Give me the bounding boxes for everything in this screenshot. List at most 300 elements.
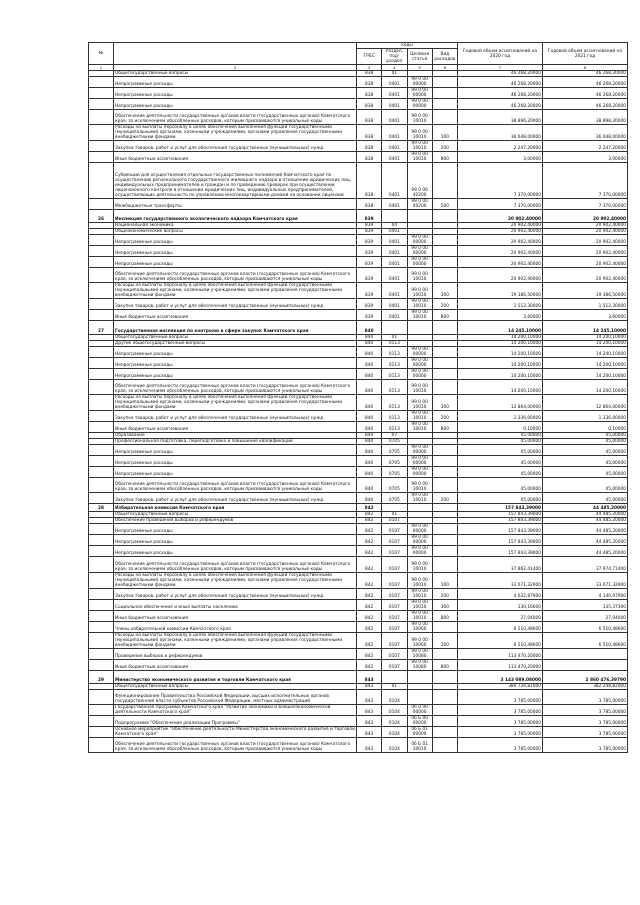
cell-value-2021: 382 248,82000 bbox=[543, 683, 628, 689]
cell-value-2021: 7 370,00000 bbox=[543, 163, 628, 199]
cell-name: Непрограммные расходы bbox=[114, 88, 357, 99]
cell-value-2021: 7 370,00000 bbox=[543, 198, 628, 209]
cell-section: 0113 bbox=[382, 368, 407, 379]
cell-value-2020: 46 268,20000 bbox=[458, 77, 543, 88]
cell-value-2020: 157 843,39000 bbox=[458, 524, 543, 535]
col-num: 3 bbox=[357, 65, 382, 71]
cell-name: Государственная программа Камчатского края "Развитие экономики и внешнеэкономической деятельности Камчатского края" bbox=[114, 705, 357, 716]
cell-name: Закупка товаров, работ и услуг для обеспечения государственных (муниципальных) нужд bbox=[114, 588, 357, 599]
table-row bbox=[89, 588, 628, 599]
cell-section: 0401 bbox=[382, 283, 407, 299]
cell-value-2021: 14 200,10000 bbox=[543, 368, 628, 379]
cell-name: Непрограммные расходы bbox=[114, 99, 357, 110]
table-row bbox=[89, 477, 628, 492]
cell-grbs: 840 bbox=[357, 421, 382, 432]
cell-section: 0705 bbox=[382, 493, 407, 504]
cell-name: Непрограммные расходы bbox=[114, 466, 357, 477]
cell-type bbox=[432, 648, 457, 659]
cell-article: 99 0 00 00000 bbox=[407, 235, 432, 246]
cell-value-2020: 12 864,00000 bbox=[458, 394, 543, 410]
table-row bbox=[89, 283, 628, 299]
cell-name: Общегосударственные вопросы bbox=[114, 512, 357, 518]
table-row bbox=[89, 572, 628, 588]
cell-name: Закупка товаров, работ и услуг для обеспечения государственных (муниципальных) нужд bbox=[114, 410, 357, 421]
cell-no: 26 bbox=[89, 209, 114, 222]
cell-value-2020: 113 470,20000 bbox=[458, 659, 543, 670]
cell-value-2021: 20 902,40000 bbox=[543, 257, 628, 268]
cell-section: 0107 bbox=[382, 588, 407, 599]
cell-article: 99 0 00 00000 bbox=[407, 546, 432, 557]
cell-article: 99 0 00 10010 bbox=[407, 268, 432, 283]
cell-section: 0104 bbox=[382, 705, 407, 716]
cell-value-2021: 3,60000 bbox=[543, 310, 628, 321]
table-row bbox=[89, 110, 628, 125]
cell-value-2021: 1 336,00000 bbox=[543, 410, 628, 421]
cell-no bbox=[89, 198, 114, 209]
cell-type: 100 bbox=[432, 283, 457, 299]
table-row bbox=[89, 546, 628, 557]
cell-value-2021: 45,00000 bbox=[543, 493, 628, 504]
cell-value-2021: 1 512,30000 bbox=[543, 299, 628, 310]
table-row bbox=[89, 357, 628, 368]
cell-name: Общеэкономические вопросы bbox=[114, 229, 357, 235]
cell-section: 0401 bbox=[382, 198, 407, 209]
cell-no bbox=[89, 599, 114, 610]
cell-article: 99 0 00 00000 bbox=[407, 524, 432, 535]
cell-article: 99 0 00 10010 bbox=[407, 421, 432, 432]
cell-type bbox=[432, 368, 457, 379]
cell-type: 800 bbox=[432, 659, 457, 670]
cell-no bbox=[89, 632, 114, 648]
table-row bbox=[89, 379, 628, 394]
cell-value-2021: 20 902,40000 bbox=[543, 235, 628, 246]
cell-value-2021: 46 268,20000 bbox=[543, 77, 628, 88]
cell-section: 0113 bbox=[382, 357, 407, 368]
cell-grbs: 840 bbox=[357, 321, 382, 334]
cell-article: 99 0 00 10060 bbox=[407, 632, 432, 648]
cell-section: 0705 bbox=[382, 466, 407, 477]
table-row bbox=[89, 504, 628, 512]
cell-value-2021: 19 386,50000 bbox=[543, 283, 628, 299]
cell-name: Непрограммные расходы bbox=[114, 546, 357, 557]
cell-value-2021: 45,00000 bbox=[543, 438, 628, 444]
cell-type: 100 bbox=[432, 125, 457, 141]
cell-no bbox=[89, 346, 114, 357]
cell-name: Обеспечение деятельности государственных органов власти (государственных органов) Камчатского края, за исключением обособленных расходов, которым присваиваются уникальные коды bbox=[114, 110, 357, 125]
cell-article: 99 0 00 10010 bbox=[407, 310, 432, 321]
cell-article: 99 0 00 10010 bbox=[407, 610, 432, 621]
cell-value-2020: 46 268,20000 bbox=[458, 88, 543, 99]
cell-name: Закупка товаров, работ и услуг для обеспечения государственных (муниципальных) нужд bbox=[114, 141, 357, 152]
cell-value-2021: 14 200,10000 bbox=[543, 379, 628, 394]
cell-section: 0705 bbox=[382, 438, 407, 444]
table-row bbox=[89, 141, 628, 152]
cell-value-2020: 14 200,10000 bbox=[458, 357, 543, 368]
cell-grbs: 843 bbox=[357, 705, 382, 716]
cell-article: 99 0 00 40200 bbox=[407, 163, 432, 199]
cell-no bbox=[89, 546, 114, 557]
table-row bbox=[89, 394, 628, 410]
cell-value-2021: 3 785,00000 bbox=[543, 705, 628, 716]
cell-article: 99 0 00 10010 bbox=[407, 394, 432, 410]
cell-grbs: 840 bbox=[357, 455, 382, 466]
cell-grbs: 838 bbox=[357, 152, 382, 163]
table-row bbox=[89, 321, 628, 334]
cell-grbs: 839 bbox=[357, 209, 382, 222]
cell-value-2021: 44 485,20000 bbox=[543, 504, 628, 512]
cell-article bbox=[407, 670, 432, 683]
cell-no bbox=[89, 368, 114, 379]
cell-section: 0401 bbox=[382, 152, 407, 163]
cell-value-2020: 0,10000 bbox=[458, 421, 543, 432]
cell-value-2021 bbox=[543, 659, 628, 670]
cell-grbs: 842 bbox=[357, 621, 382, 632]
cell-name: Общегосударственные вопросы bbox=[114, 334, 357, 340]
cell-no bbox=[89, 610, 114, 621]
cell-name: Иные бюджетные ассигнования bbox=[114, 421, 357, 432]
cell-value-2021: 20 902,40000 bbox=[543, 268, 628, 283]
cell-value-2020: 7 370,00000 bbox=[458, 163, 543, 199]
cell-no bbox=[89, 257, 114, 268]
cell-grbs: 839 bbox=[357, 229, 382, 235]
cell-grbs: 838 bbox=[357, 77, 382, 88]
cell-value-2020: 33 671,32900 bbox=[458, 572, 543, 588]
cell-grbs: 839 bbox=[357, 246, 382, 257]
cell-value-2021: 3 785,00000 bbox=[543, 689, 628, 704]
cell-no bbox=[89, 466, 114, 477]
cell-type: 800 bbox=[432, 310, 457, 321]
cell-section: 0401 bbox=[382, 77, 407, 88]
cell-type bbox=[432, 705, 457, 716]
cell-grbs: 842 bbox=[357, 648, 382, 659]
cell-section: 0113 bbox=[382, 379, 407, 394]
cell-article: 99 0 00 10010 bbox=[407, 299, 432, 310]
cell-no bbox=[89, 444, 114, 455]
cell-name: Непрограммные расходы bbox=[114, 246, 357, 257]
cell-section: 0705 bbox=[382, 444, 407, 455]
table-row bbox=[89, 88, 628, 99]
cell-name: Общегосударственные вопросы bbox=[114, 683, 357, 689]
cell-value-2020: 157 843,39000 bbox=[458, 518, 543, 524]
cell-no bbox=[89, 621, 114, 632]
cell-value-2020: 45,00000 bbox=[458, 466, 543, 477]
cell-name: Непрограммные расходы bbox=[114, 346, 357, 357]
cell-grbs: 842 bbox=[357, 518, 382, 524]
cell-value-2020: 6 510,48600 bbox=[458, 621, 543, 632]
cell-grbs: 840 bbox=[357, 444, 382, 455]
cell-article: 99 0 00 00000 bbox=[407, 466, 432, 477]
cell-value-2020: 14 200,10000 bbox=[458, 368, 543, 379]
cell-value-2021: 2 860 476,39790 bbox=[543, 670, 628, 683]
cell-value-2020: 3 785,00000 bbox=[458, 727, 543, 738]
table-row bbox=[89, 670, 628, 683]
cell-grbs: 840 bbox=[357, 357, 382, 368]
cell-section: 0401 bbox=[382, 163, 407, 199]
cell-type: 300 bbox=[432, 599, 457, 610]
cell-article: 99 0 00 00000 bbox=[407, 257, 432, 268]
cell-grbs: 843 bbox=[357, 716, 382, 727]
cell-value-2021: 46 268,20000 bbox=[543, 88, 628, 99]
cell-no bbox=[89, 283, 114, 299]
cell-grbs: 843 bbox=[357, 683, 382, 689]
cell-name: Закупка товаров, работ и услуг для обеспечения государственных (муниципальных) нужд bbox=[114, 493, 357, 504]
table-row bbox=[89, 209, 628, 222]
cell-article: 99 0 00 40200 bbox=[407, 198, 432, 209]
header-no: № bbox=[89, 43, 114, 65]
cell-value-2020: 3 785,00000 bbox=[458, 689, 543, 704]
cell-grbs: 838 bbox=[357, 163, 382, 199]
cell-article: 99 0 00 10010 bbox=[407, 572, 432, 588]
cell-no bbox=[89, 648, 114, 659]
cell-no bbox=[89, 310, 114, 321]
table-row bbox=[89, 689, 628, 704]
cell-value-2020: 1 336,00000 bbox=[458, 410, 543, 421]
cell-type bbox=[432, 716, 457, 727]
cell-article: 99 0 00 00000 bbox=[407, 88, 432, 99]
cell-section: 0401 bbox=[382, 229, 407, 235]
cell-article: 99 0 00 10010 bbox=[407, 493, 432, 504]
cell-name: Расходы на выплаты персоналу в целях обеспечения выполнения функций государственными (муниципальными) органами, казенными учреждениями, органами управления государственными внебюджетными фондами bbox=[114, 632, 357, 648]
cell-no bbox=[89, 357, 114, 368]
cell-value-2021: 14 200,10000 bbox=[543, 340, 628, 346]
cell-value-2021: 4 140,97900 bbox=[543, 588, 628, 599]
cell-section: 0104 bbox=[382, 716, 407, 727]
cell-name: Субвенции для осуществления отдельных государственных полномочий Камчатского края по осуществлению регионального государственного жилищного надзора в отношении юридических лиц, индивидуальных предпринимателей и граждан и по проведению проверок при осуществлении лицензионного контроля в отношении юридических лиц, индивидуальных предпринимателей, осуществляющих деятельность по управлению многоквартирными домами на основании лицензии bbox=[114, 163, 357, 199]
cell-value-2021: 6 510,48600 bbox=[543, 632, 628, 648]
cell-no bbox=[89, 738, 114, 753]
cell-article: 99 0 00 10010 bbox=[407, 410, 432, 421]
cell-value-2020: 3,60000 bbox=[458, 310, 543, 321]
cell-value-2021: 12 864,00000 bbox=[543, 394, 628, 410]
cell-no bbox=[89, 235, 114, 246]
cell-type bbox=[432, 689, 457, 704]
cell-no bbox=[89, 493, 114, 504]
cell-name: Непрограммные расходы bbox=[114, 77, 357, 88]
cell-value-2020: 3 785,00000 bbox=[458, 716, 543, 727]
cell-article: 99 0 00 10010 bbox=[407, 379, 432, 394]
table-row bbox=[89, 421, 628, 432]
cell-grbs: 840 bbox=[357, 438, 382, 444]
cell-section: 0107 bbox=[382, 557, 407, 572]
cell-no bbox=[89, 727, 114, 738]
cell-grbs: 842 bbox=[357, 610, 382, 621]
cell-value-2021: 45,00000 bbox=[543, 466, 628, 477]
cell-no bbox=[89, 246, 114, 257]
cell-section: 0107 bbox=[382, 518, 407, 524]
cell-value-2021: 14 200,10000 bbox=[543, 346, 628, 357]
table-row bbox=[89, 648, 628, 659]
cell-value-2020: 20 902,40000 bbox=[458, 268, 543, 283]
cell-value-2021: 45,00000 bbox=[543, 432, 628, 438]
table-row bbox=[89, 444, 628, 455]
cell-section: 07 bbox=[382, 432, 407, 438]
cell-article: 06 Б 00 00000 bbox=[407, 716, 432, 727]
cell-value-2021: 44 485,20000 bbox=[543, 546, 628, 557]
cell-value-2020: 46 268,20000 bbox=[458, 71, 543, 77]
cell-no bbox=[89, 125, 114, 141]
table-row bbox=[89, 524, 628, 535]
cell-article: 06 0 00 00000 bbox=[407, 705, 432, 716]
header-section: Раздел, под-раздел bbox=[382, 49, 407, 65]
cell-article: 99 0 00 10010 bbox=[407, 141, 432, 152]
table-row bbox=[89, 163, 628, 199]
cell-value-2020: 45,00000 bbox=[458, 432, 543, 438]
cell-value-2020: 113 470,20000 bbox=[458, 648, 543, 659]
cell-type: 100 bbox=[432, 572, 457, 588]
table-row bbox=[89, 621, 628, 632]
cell-article bbox=[407, 209, 432, 222]
cell-name: Межбюджетные трансферты bbox=[114, 198, 357, 209]
cell-grbs: 839 bbox=[357, 299, 382, 310]
cell-value-2020: 3 785,00000 bbox=[458, 705, 543, 716]
cell-article: 99 0 00 10010 bbox=[407, 110, 432, 125]
cell-value-2021: 44 485,20000 bbox=[543, 518, 628, 524]
cell-section: 01 bbox=[382, 71, 407, 77]
cell-type bbox=[432, 557, 457, 572]
cell-grbs: 838 bbox=[357, 110, 382, 125]
cell-type bbox=[432, 209, 457, 222]
cell-type: 100 bbox=[432, 632, 457, 648]
cell-type bbox=[432, 379, 457, 394]
cell-type bbox=[432, 163, 457, 199]
cell-section: 0107 bbox=[382, 632, 407, 648]
cell-name: Обеспечение деятельности государственных органов власти (государственных органов) Камчатского края, за исключением обособленных расходов, которым присваиваются уникальные коды bbox=[114, 379, 357, 394]
cell-value-2020: 3 143 089,08000 bbox=[458, 670, 543, 683]
cell-type bbox=[432, 670, 457, 683]
cell-value-2020: 27,04000 bbox=[458, 610, 543, 621]
cell-value-2020: 45,00000 bbox=[458, 455, 543, 466]
cell-value-2020: 380 734,81000 bbox=[458, 683, 543, 689]
cell-type bbox=[432, 535, 457, 546]
col-num: 5 bbox=[407, 65, 432, 71]
cell-no bbox=[89, 77, 114, 88]
cell-section: 0107 bbox=[382, 546, 407, 557]
cell-grbs: 840 bbox=[357, 368, 382, 379]
cell-section: 0401 bbox=[382, 310, 407, 321]
cell-section: 0113 bbox=[382, 421, 407, 432]
cell-grbs: 840 bbox=[357, 493, 382, 504]
cell-type bbox=[432, 504, 457, 512]
cell-type bbox=[432, 546, 457, 557]
cell-section bbox=[382, 504, 407, 512]
cell-grbs: 839 bbox=[357, 235, 382, 246]
table-row bbox=[89, 599, 628, 610]
cell-article bbox=[407, 689, 432, 704]
cell-no bbox=[89, 110, 114, 125]
cell-type: 200 bbox=[432, 588, 457, 599]
cell-value-2020: 20 902,40000 bbox=[458, 235, 543, 246]
table-row bbox=[89, 257, 628, 268]
cell-type: 200 bbox=[432, 410, 457, 421]
cell-section: 01 bbox=[382, 512, 407, 518]
cell-grbs: 840 bbox=[357, 466, 382, 477]
cell-grbs: 839 bbox=[357, 268, 382, 283]
cell-section: 0113 bbox=[382, 340, 407, 346]
cell-section: 0401 bbox=[382, 99, 407, 110]
cell-value-2020: 45,00000 bbox=[458, 493, 543, 504]
cell-no bbox=[89, 659, 114, 670]
table-row bbox=[89, 632, 628, 648]
cell-no: 29 bbox=[89, 670, 114, 683]
cell-grbs: 840 bbox=[357, 334, 382, 340]
cell-value-2021: 45,00000 bbox=[543, 477, 628, 492]
header-name bbox=[114, 43, 357, 65]
cell-grbs: 842 bbox=[357, 599, 382, 610]
cell-value-2020: 46 268,20000 bbox=[458, 99, 543, 110]
cell-grbs: 840 bbox=[357, 346, 382, 357]
cell-name: Социальное обеспечение и иные выплаты населению bbox=[114, 599, 357, 610]
cell-value-2020: 14 200,10000 bbox=[458, 340, 543, 346]
cell-type bbox=[432, 444, 457, 455]
cell-value-2021: 0,10000 bbox=[543, 421, 628, 432]
cell-value-2020: 36 648,00000 bbox=[458, 125, 543, 141]
cell-name: Расходы на выплаты персоналу в целях обеспечения выполнения функций государственными (муниципальными) органами, казенными учреждениями, органами управления государственными внебюджетными фондами bbox=[114, 394, 357, 410]
cell-value-2020: 45,00000 bbox=[458, 477, 543, 492]
cell-name: Закупка товаров, работ и услуг для обеспечения государственных (муниципальных) нужд bbox=[114, 299, 357, 310]
cell-article: 99 0 00 00000 bbox=[407, 455, 432, 466]
cell-name: Обеспечение деятельности государственных органов власти (государственных органов) Камчатского края, за исключением обособленных расходов, которым присваиваются уникальные коды bbox=[114, 477, 357, 492]
cell-section: 0113 bbox=[382, 410, 407, 421]
cell-section: 0401 bbox=[382, 268, 407, 283]
col-num: 1 bbox=[89, 65, 114, 71]
cell-grbs: 840 bbox=[357, 477, 382, 492]
col-num: 4 bbox=[382, 65, 407, 71]
cell-article: 99 0 00 10010 bbox=[407, 588, 432, 599]
cell-type bbox=[432, 466, 457, 477]
cell-section: 0401 bbox=[382, 299, 407, 310]
cell-name: Непрограммные расходы bbox=[114, 368, 357, 379]
cell-grbs: 839 bbox=[357, 257, 382, 268]
cell-section: 04 bbox=[382, 223, 407, 229]
cell-name: Национальная экономика bbox=[114, 223, 357, 229]
cell-article: 99 0 00 10010 bbox=[407, 477, 432, 492]
cell-no bbox=[89, 410, 114, 421]
cell-grbs: 840 bbox=[357, 340, 382, 346]
cell-value-2021: 44 485,20000 bbox=[543, 524, 628, 535]
cell-name: Обеспечение проведения выборов и референдумов bbox=[114, 518, 357, 524]
table-row bbox=[89, 455, 628, 466]
cell-article: 99 0 00 10010 bbox=[407, 557, 432, 572]
cell-value-2020: 37 862,41400 bbox=[458, 557, 543, 572]
header-codes: коды bbox=[357, 43, 458, 49]
cell-value-2020: 157 843,39000 bbox=[458, 546, 543, 557]
cell-value-2021: 20 902,40000 bbox=[543, 229, 628, 235]
cell-grbs: 840 bbox=[357, 379, 382, 394]
cell-grbs: 842 bbox=[357, 659, 382, 670]
cell-value-2021: 36 648,00000 bbox=[543, 125, 628, 141]
cell-value-2020: 2 247,20000 bbox=[458, 141, 543, 152]
cell-value-2020: 14 245,10000 bbox=[458, 321, 543, 334]
table-row bbox=[89, 727, 628, 738]
cell-name: Иные бюджетные ассигнования bbox=[114, 152, 357, 163]
cell-value-2021: 44 485,20000 bbox=[543, 535, 628, 546]
cell-name: Иные бюджетные ассигнования bbox=[114, 310, 357, 321]
cell-value-2020: 157 843,39000 bbox=[458, 504, 543, 512]
cell-section: 0705 bbox=[382, 455, 407, 466]
cell-grbs: 842 bbox=[357, 504, 382, 512]
cell-no bbox=[89, 705, 114, 716]
cell-name: Образование bbox=[114, 432, 357, 438]
cell-type bbox=[432, 77, 457, 88]
cell-value-2021 bbox=[543, 648, 628, 659]
header-v2020: Годовой объем ассигнований на 2020 год bbox=[458, 43, 543, 65]
cell-type bbox=[432, 477, 457, 492]
cell-no bbox=[89, 572, 114, 588]
cell-name: Проведение выборов и референдумов bbox=[114, 648, 357, 659]
cell-section: 0104 bbox=[382, 727, 407, 738]
cell-article: 06 Б 01 00000 bbox=[407, 727, 432, 738]
cell-article: 99 0 00 10010 bbox=[407, 152, 432, 163]
